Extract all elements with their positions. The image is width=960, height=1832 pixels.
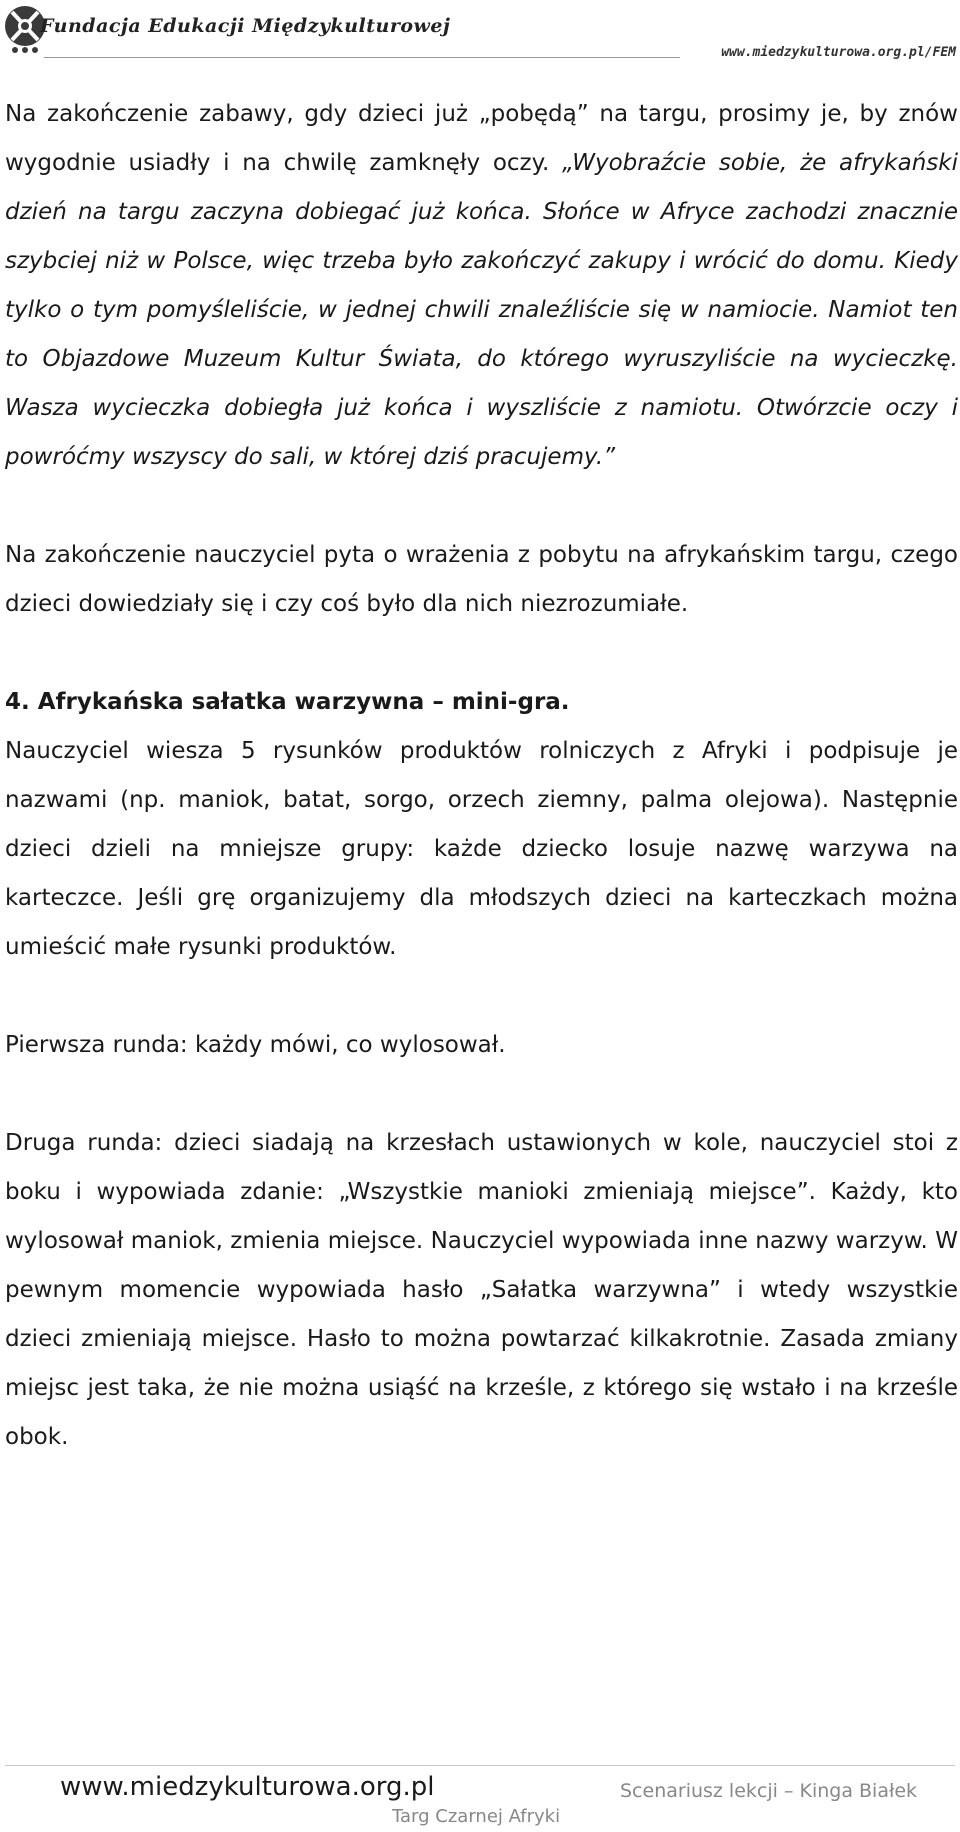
spacer [5,1070,958,1119]
header-divider [44,57,680,58]
spacer [5,972,958,1021]
closing-paragraph [5,90,958,482]
footer-author: Scenariusz lekcji – Kinga Białek [620,1780,918,1802]
reflection-paragraph: Na zakończenie nauczyciel pyta o wrażenia z pobytu na afrykańskim targu, czego dzieci dowiedziały się i czy coś było dla nich niezrozumiałe. [5,542,958,617]
section-heading: 4. Afrykańska sałatka warzywna – mini-gra. [5,689,570,715]
document-body [5,90,958,1462]
second-round-paragraph: Druga runda: dzieci siadają na krzesłach ustawionych w kole, nauczyciel stoi z boku i wypowiada zdanie: „Wszystkie manioki zmieniają miejsce”. Każdy, kto wylosował maniok, zmienia miejsce. Nauczyciel wypowiada inne nazwy warzyw. W pewnym momencie wypowiada hasło „Sałatka warzywna” i wtedy wszystkie dzieci zmieniają miejsce. Hasło to można powtarzać kilkakrotnie. Zasada zmiany miejsc jest taka, że nie można usiąść na krześle, z którego się wstało i na krześle obok. [5,1130,958,1450]
organization-name: Fundacja Edukacji Międzykulturowej [40,15,451,37]
footer-title: Targ Czarnej Afryki [392,1806,561,1827]
imagination-quote: „Wyobraźcie sobie, że afrykański dzień na targu zaczyna dobiegać już końca. Słońce w Afryce zachodzi znacznie szybciej niż w Polsce, więc trzeba było zakończyć zakupy i wrócić do domu. Kiedy tylko o tym pomyśleliście, w jednej chwili znaleźliście się w namiocie. Namiot ten to Objazdowe Muzeum Kultur Świata, do którego wyruszyliście na wycieczkę. Wasza wycieczka dobiegła już końca i wyszliście z namiotu. Otwórzcie oczy i powróćmy wszyscy do sali, w której dziś pracujemy.” [5,150,958,470]
game-description-paragraph: Nauczyciel wiesza 5 rysunków produktów rolniczych z Afryki i podpisuje je nazwami (np. maniok, batat, sorgo, orzech ziemny, palma olejowa). Następnie dzieci dzieli na mniejsze grupy: każde dziecko losuje nazwę warzywa na karteczce. Jeśli grę organizujemy dla młodszych dzieci na karteczkach można umieścić małe rysunki produktów. [5,738,958,960]
footer-divider [5,1765,955,1766]
spacer [5,629,958,678]
header-url: www.miedzykulturowa.org.pl/FEM [721,45,956,60]
closing-paragraph-intro: Na zakończenie zabawy, gdy dzieci już „pobędą” na targu, prosimy je, by znów wygodnie usiadły i na chwilę zamknęły oczy. [5,101,958,176]
spacer [5,482,958,531]
footer-url: www.miedzykulturowa.org.pl [60,1772,435,1802]
first-round-paragraph: Pierwsza runda: każdy mówi, co wylosował. [5,1032,506,1058]
page-header [0,0,960,64]
